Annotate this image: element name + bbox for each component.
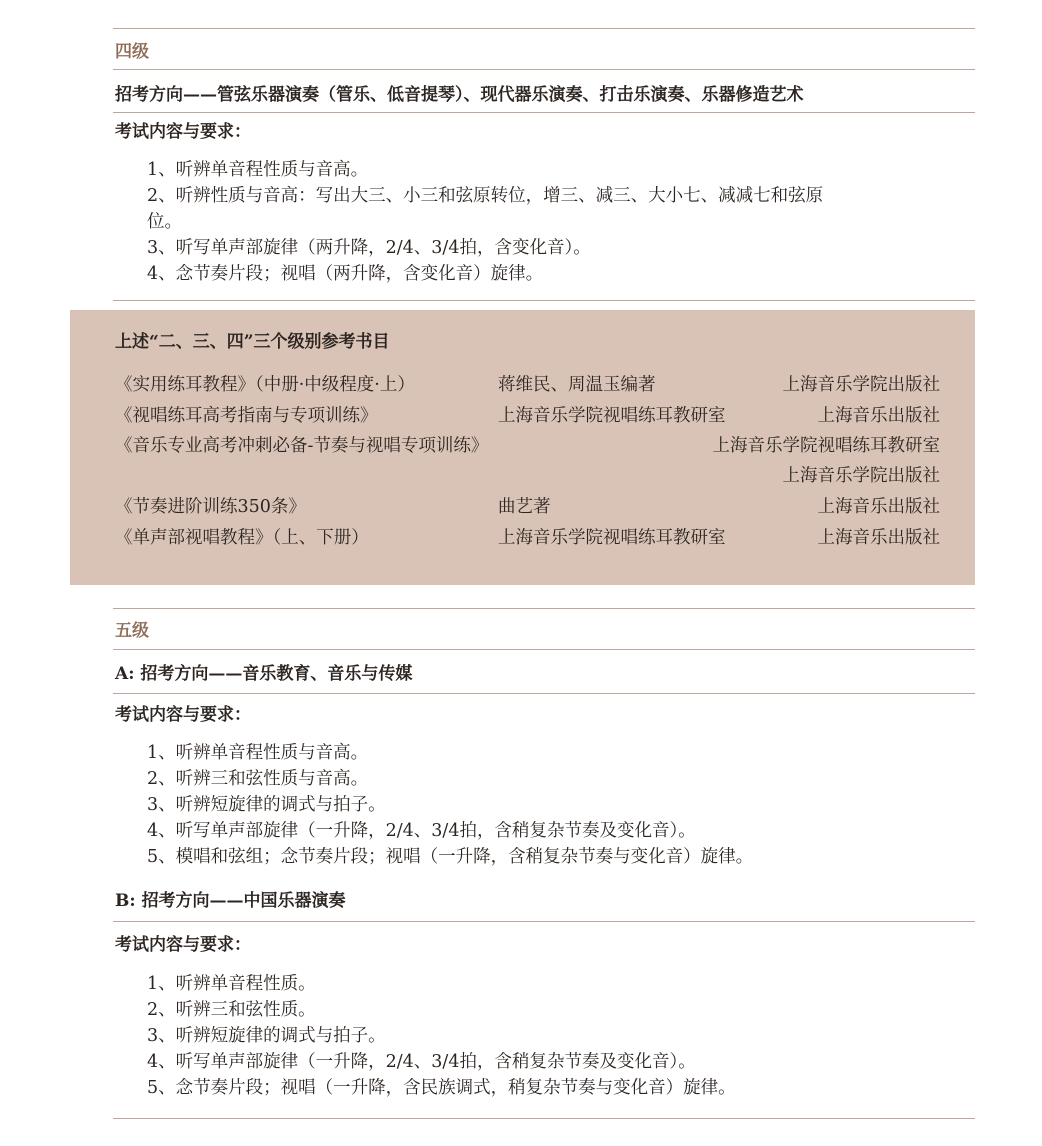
reference-book: 《实用练耳教程》（中册·中级程度·上） [115, 375, 415, 395]
reference-book: 《节奏进阶训练350条》 [115, 497, 306, 517]
level5b-item: 3、听辨短旋律的调式与拍子。 [147, 1026, 386, 1046]
reference-author: 蒋维民、周温玉编著 [498, 375, 656, 395]
level5-heading: 五级 [115, 621, 149, 641]
reference-book: 《音乐专业高考冲刺必备-节奏与视唱专项训练》 [115, 436, 489, 456]
reference-author: 上海音乐学院视唱练耳教研室 [712, 436, 940, 456]
level4-item: 1、听辨单音程性质与音高。 [147, 160, 369, 180]
divider [113, 649, 975, 650]
divider [113, 300, 975, 301]
level4-item: 2、听辨性质与音高：写出大三、小三和弦原转位，增三、减三、大小七、减减七和弦原 [147, 186, 824, 206]
level5a-item: 1、听辨单音程性质与音高。 [147, 743, 369, 763]
level5b-item: 2、听辨三和弦性质。 [147, 1000, 316, 1020]
level5a-req-label: 考试内容与要求： [115, 705, 251, 725]
divider [113, 112, 975, 113]
reference-publisher: 上海音乐学院出版社 [782, 375, 940, 395]
reference-title: 上述“二、三、四”三个级别参考书目 [115, 332, 390, 352]
reference-publisher: 上海音乐出版社 [817, 528, 940, 548]
level5a-direction: A: 招考方向——音乐教育、音乐与传媒 [115, 664, 413, 684]
reference-book: 《单声部视唱教程》（上、下册） [115, 528, 369, 548]
level5a-item: 5、模唱和弦组；念节奏片段；视唱（一升降，含稍复杂节奏与变化音）旋律。 [147, 847, 754, 867]
level4-heading: 四级 [115, 42, 149, 62]
reference-publisher: 上海音乐学院出版社 [782, 466, 940, 486]
reference-author: 上海音乐学院视唱练耳教研室 [498, 406, 726, 426]
level5a-item: 4、听写单声部旋律（一升降，2/4、3/4拍，含稍复杂节奏及变化音）。 [147, 821, 696, 841]
reference-author: 曲艺著 [498, 497, 551, 517]
divider [113, 693, 975, 694]
level5b-direction: B: 招考方向——中国乐器演奏 [115, 891, 346, 911]
level5a-item: 2、听辨三和弦性质与音高。 [147, 769, 369, 789]
divider [113, 28, 975, 29]
divider [113, 608, 975, 609]
reference-book: 《视唱练耳高考指南与专项训练》 [115, 406, 378, 426]
level4-item: 4、念节奏片段；视唱（两升降，含变化音）旋律。 [147, 264, 544, 284]
level5b-item: 1、听辨单音程性质。 [147, 974, 316, 994]
divider [113, 921, 975, 922]
reference-publisher: 上海音乐出版社 [817, 497, 940, 517]
level5b-item: 5、念节奏片段；视唱（一升降，含民族调式，稍复杂节奏与变化音）旋律。 [147, 1078, 736, 1098]
level4-item: 3、听写单声部旋律（两升降，2/4、3/4拍，含变化音）。 [147, 238, 591, 258]
level5b-req-label: 考试内容与要求： [115, 935, 251, 955]
divider [113, 1118, 975, 1119]
divider [113, 69, 975, 70]
level4-direction: 招考方向——管弦乐器演奏（管乐、低音提琴）、现代器乐演奏、打击乐演奏、乐器修造艺术 [115, 85, 804, 105]
level5b-item: 4、听写单声部旋律（一升降，2/4、3/4拍，含稍复杂节奏及变化音）。 [147, 1052, 696, 1072]
level5a-item: 3、听辨短旋律的调式与拍子。 [147, 795, 386, 815]
level4-item: 位。 [147, 212, 182, 232]
reference-publisher: 上海音乐出版社 [817, 406, 940, 426]
reference-author: 上海音乐学院视唱练耳教研室 [498, 528, 726, 548]
level4-req-label: 考试内容与要求： [115, 122, 251, 142]
